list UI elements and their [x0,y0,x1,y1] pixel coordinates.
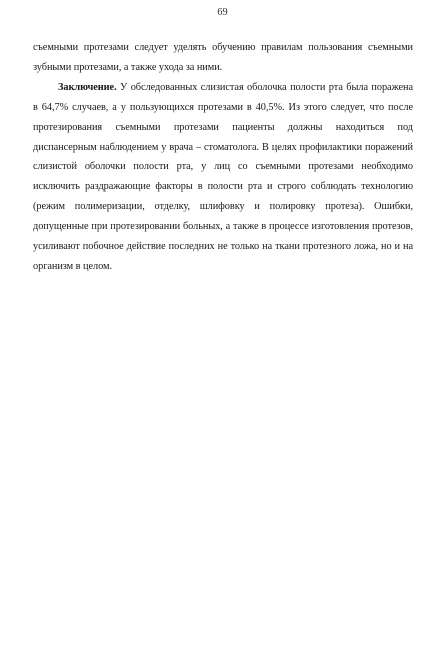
body-text [33,38,413,277]
paragraph-text: У обследованных слизистая оболочка полости рта была поражена в 64,7% случаев, а у пользующихся протезами в 40,5%. Из этого следует, что после протезирования съемными протезами пациенты должны находиться под диспансерным наблюдением у врача – стоматолога. В целях профилактики поражений слизистой оболочки полости рта, у лиц со съемными протезами необходимо исключить раздражающие факторы в полости рта и строго соблюдать технологию (режим полимеризации, отделку, шлифовку и полировку протеза). Ошибки, допущенные при протезировании больных, а также в процессе изготовления протезов, усиливают побочное действие последних не только на ткани протезного ложа, но и на организм в целом. [33,81,413,272]
page-number: 69 [217,7,228,18]
paragraph-conclusion [33,78,413,277]
paragraph-text: съемными протезами следует уделять обучению правилам пользования съемными зубными протезами, а также ухода за ними. [33,42,413,73]
paragraph-continuation [33,38,413,78]
conclusion-heading: Заключение. [58,81,117,93]
